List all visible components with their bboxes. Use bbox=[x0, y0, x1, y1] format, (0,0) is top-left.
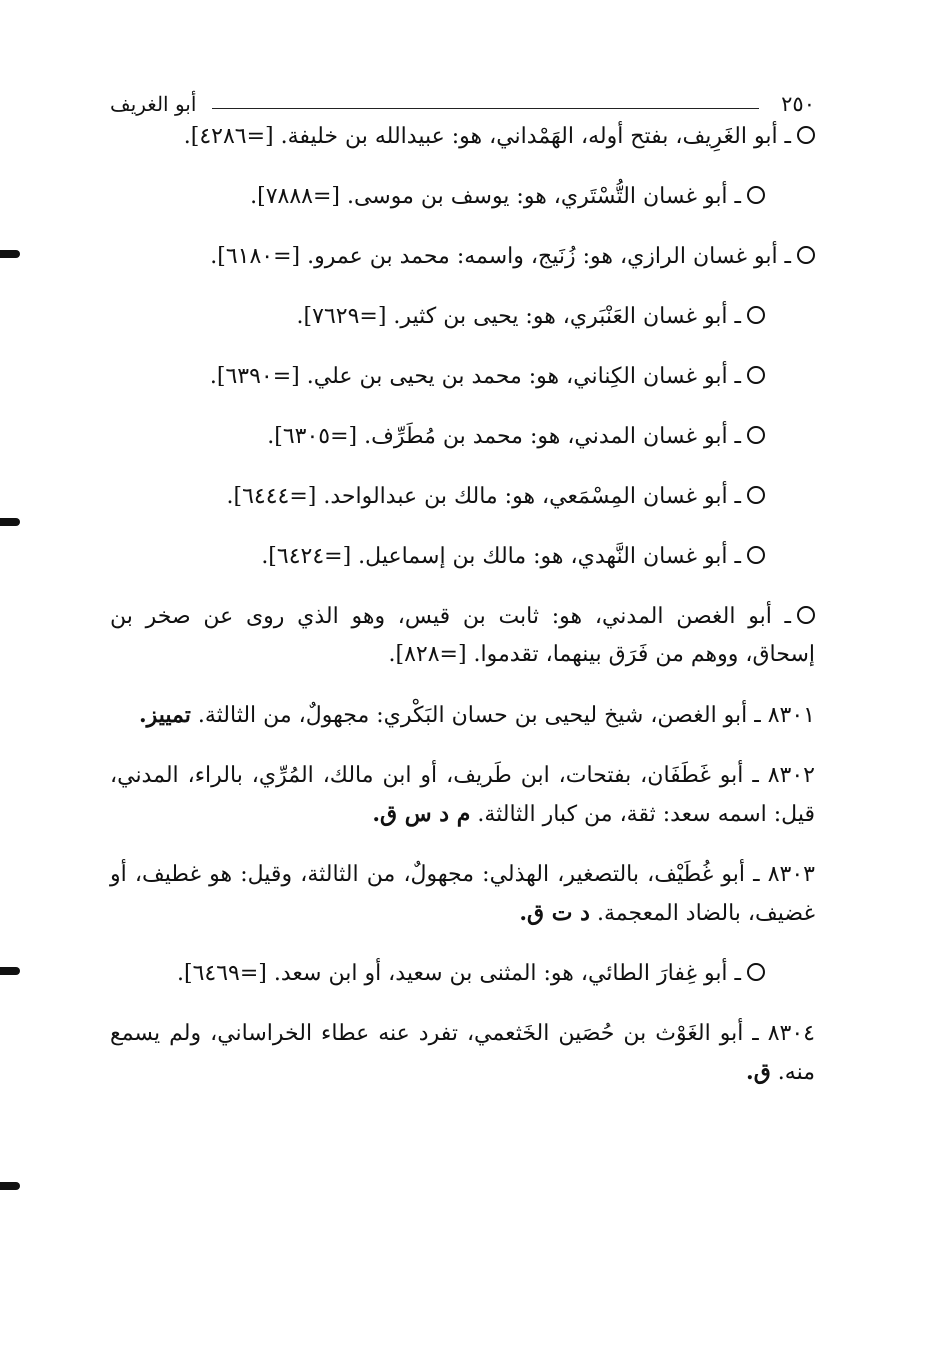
entry-text: ـ أبو غسان الرازي، هو: زُنَيج، واسمه: محمد بن عمرو. [=٦١٨٠]. bbox=[210, 244, 791, 269]
sigla: د ت ق. bbox=[519, 900, 590, 926]
sigla: م د س ق. bbox=[372, 801, 471, 827]
margin-mark bbox=[0, 250, 20, 258]
circle-marker-icon bbox=[797, 246, 815, 264]
cross-reference-entry bbox=[110, 118, 815, 156]
numbered-entry bbox=[110, 696, 815, 735]
entry-text: ـ أبو غسان الكِناني، هو: محمد بن يحيى بن علي. [=٦٣٩٠]. bbox=[209, 364, 741, 389]
header-rule bbox=[212, 108, 759, 109]
entry-text: ـ أبو الغصن المدني، هو: ثابت بن قيس، وهو الذي روى عن صخر بن إسحاق، ووهم من فَرَق بينهما، تقدموا. [=٨٢٨]. bbox=[110, 604, 815, 667]
entry-text: ـ أبو غسان النَّهدي، هو: مالك بن إسماعيل. [=٦٤٢٤]. bbox=[261, 544, 741, 569]
entry-text: ـ أبو الغَرِيف، بفتح أوله، الهَمْداني، هو: عبيدالله بن خليفة. [=٤٢٨٦]. bbox=[183, 124, 791, 149]
cross-reference-entry bbox=[110, 418, 815, 456]
margin-mark bbox=[0, 518, 20, 526]
entry-text: ـ أبو الغَوْث بن حُصَين الخَثعمي، تفرد عنه عطاء الخراساني، ولم يسمع منه. bbox=[110, 1021, 815, 1085]
circle-marker-icon bbox=[747, 306, 765, 324]
numbered-entry bbox=[110, 1015, 815, 1092]
entry-text: ـ أبو غسان المدني، هو: محمد بن مُطَرِّف. [=٦٣٠٥]. bbox=[267, 424, 741, 449]
entry-text: ـ أبو الغصن، شيخ ليحيى بن حسان البَكْري: مجهولٌ، من الثالثة. bbox=[197, 703, 761, 728]
entry-text: ـ أبو غَطَفَان، بفتحات، ابن طَريف، أو ابن مالك، المُرِّي، بالراء، المدني، قيل: اسمه سعد: ثقة، من كبار الثالثة. bbox=[110, 763, 815, 827]
cross-reference-entry bbox=[110, 358, 815, 396]
entry-text: ـ أبو غِفارَ الطائي، هو: المثنى بن سعيد، أو ابن سعد. [=٦٤٦٩]. bbox=[177, 961, 741, 986]
page-number: ٢٥٠ bbox=[781, 92, 815, 116]
cross-reference-entry bbox=[110, 238, 815, 276]
entry-text: ـ أبو غسان العَنْبَري، هو: يحيى بن كثير. [=٧٦٢٩]. bbox=[296, 304, 741, 329]
circle-marker-icon bbox=[797, 606, 815, 624]
margin-mark bbox=[0, 1182, 20, 1190]
cross-reference-entry bbox=[110, 478, 815, 516]
circle-marker-icon bbox=[747, 186, 765, 204]
circle-marker-icon bbox=[747, 426, 765, 444]
circle-marker-icon bbox=[797, 126, 815, 144]
cross-reference-entry bbox=[110, 298, 815, 336]
running-title: أبو الغريف bbox=[110, 92, 197, 116]
entry-number: ٨٣٠٢ bbox=[767, 763, 815, 788]
cross-reference-entry bbox=[110, 955, 815, 993]
entry-text: ـ أبو غسان المِسْمَعي، هو: مالك بن عبدالواحد. [=٦٤٤٤]. bbox=[226, 484, 741, 509]
entry-number: ٨٣٠٣ bbox=[767, 862, 815, 887]
entry-number: ٨٣٠١ bbox=[767, 703, 815, 728]
page-body bbox=[110, 118, 815, 1092]
margin-mark bbox=[0, 967, 20, 975]
sigla: ق. bbox=[746, 1059, 771, 1085]
numbered-entry bbox=[110, 856, 815, 933]
circle-marker-icon bbox=[747, 486, 765, 504]
circle-marker-icon bbox=[747, 366, 765, 384]
cross-reference-entry bbox=[110, 538, 815, 576]
circle-marker-icon bbox=[747, 546, 765, 564]
circle-marker-icon bbox=[747, 963, 765, 981]
page-header bbox=[110, 90, 815, 118]
cross-reference-entry bbox=[110, 598, 815, 674]
entry-number: ٨٣٠٤ bbox=[767, 1021, 815, 1046]
entry-text: ـ أبو غُطَيْف، بالتصغير، الهذلي: مجهولٌ، من الثالثة، وقيل: هو غطيف، أو غضيف، بالضاد المعجمة. bbox=[110, 862, 815, 926]
numbered-entry bbox=[110, 757, 815, 834]
entry-text: ـ أبو غسان التُّسْتَري، هو: يوسف بن موسى. [=٧٨٨٨]. bbox=[250, 184, 741, 209]
cross-reference-entry bbox=[110, 178, 815, 216]
tamyiz-label: تمييز. bbox=[138, 702, 191, 728]
